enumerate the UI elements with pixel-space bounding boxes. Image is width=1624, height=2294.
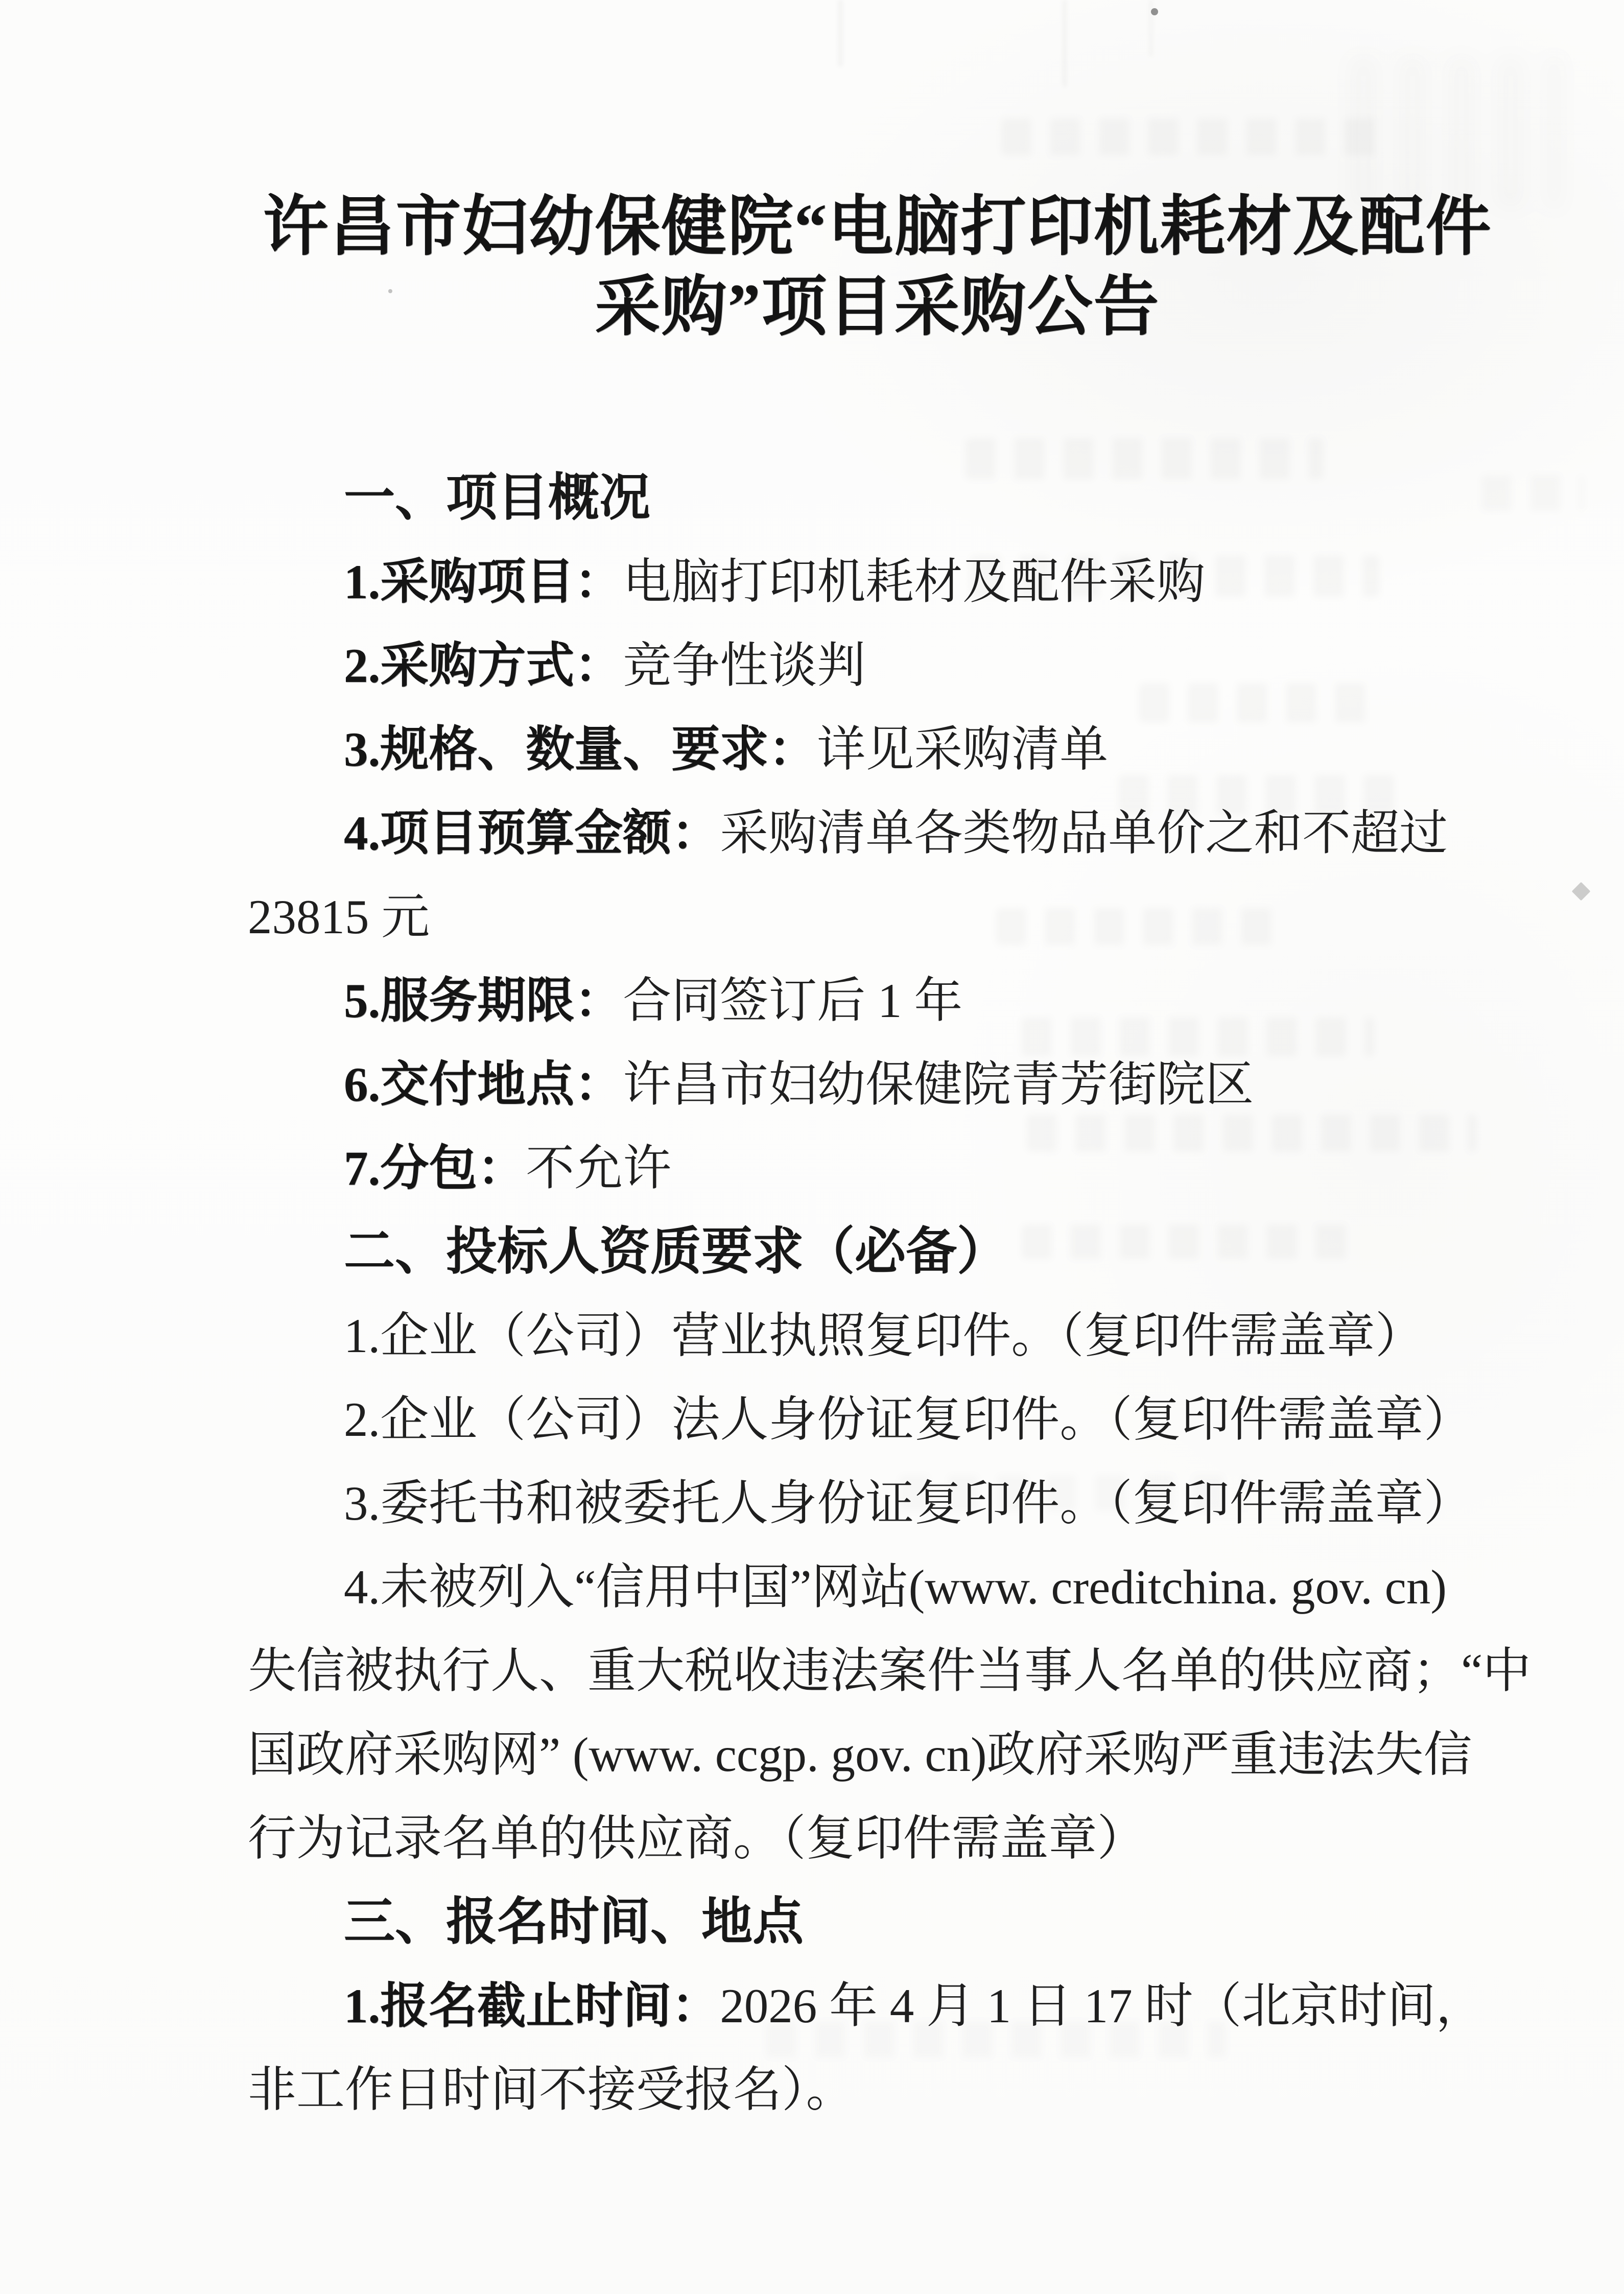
document-body bbox=[248, 456, 1556, 2132]
bleedthrough-artifact bbox=[1349, 56, 1563, 209]
item-value: 合同签订后 1 年 bbox=[623, 974, 963, 1028]
section-heading-registration-time-place bbox=[248, 1880, 1556, 1964]
section-heading-project-overview bbox=[248, 456, 1556, 540]
item-text: 1.企业（公司）营业执照复印件。（复印件需盖章） bbox=[344, 1309, 1424, 1363]
item-label: 5.服务期限： bbox=[344, 974, 623, 1028]
section-heading-text: 一、项目概况 bbox=[344, 469, 650, 526]
item-delivery-location bbox=[248, 1043, 1556, 1126]
item-label: 7.分包： bbox=[344, 1141, 526, 1195]
item-value: 2026 年 4 月 1 日 17 时（北京时间， bbox=[720, 1979, 1485, 2033]
item-value: 竞争性谈判 bbox=[623, 638, 866, 693]
item-value: 许昌市妇幼保健院青芳街院区 bbox=[623, 1057, 1254, 1111]
continuation-text: 国政府采购网” (www. ccgp. gov. cn)政府采购严重违法失信 bbox=[248, 1728, 1472, 1782]
item-registration-deadline-continuation bbox=[248, 2048, 1556, 2132]
scan-streak bbox=[1063, 0, 1067, 87]
qualification-item-credit-china-continuation-2 bbox=[248, 1713, 1556, 1796]
bleedthrough-artifact bbox=[1001, 119, 1390, 155]
item-text: 2.企业（公司）法人身份证复印件。（复印件需盖章） bbox=[344, 1392, 1472, 1447]
document-title bbox=[248, 187, 1507, 347]
item-budget-amount bbox=[248, 791, 1556, 875]
item-label: 3.规格、数量、要求： bbox=[344, 722, 817, 776]
item-text: 4.未被列入“信用中国”网站(www. creditchina. gov. cn) bbox=[344, 1560, 1447, 1614]
item-text: 3.委托书和被委托人身份证复印件。（复印件需盖章） bbox=[344, 1476, 1472, 1530]
item-procurement-project bbox=[248, 540, 1556, 624]
scan-speck bbox=[1572, 882, 1591, 901]
scan-speck bbox=[1151, 8, 1158, 15]
item-label: 6.交付地点： bbox=[344, 1057, 623, 1111]
item-procurement-method bbox=[248, 624, 1556, 707]
item-label: 2.采购方式： bbox=[344, 638, 623, 693]
qualification-item-credit-china-continuation-3 bbox=[248, 1796, 1556, 1880]
item-value: 采购清单各类物品单价之和不超过 bbox=[720, 806, 1448, 860]
qualification-item-legal-person-id bbox=[248, 1378, 1556, 1461]
scan-streak bbox=[838, 0, 843, 66]
item-value: 不允许 bbox=[526, 1141, 672, 1195]
document-title-line-1: 许昌市妇幼保健院“电脑打印机耗材及配件 bbox=[263, 191, 1492, 263]
item-service-period bbox=[248, 959, 1556, 1043]
item-subcontracting bbox=[248, 1126, 1556, 1210]
item-label: 4.项目预算金额： bbox=[344, 806, 720, 860]
document-title-line-2: 采购”项目采购公告 bbox=[595, 271, 1160, 343]
qualification-item-authorization-letter bbox=[248, 1461, 1556, 1545]
section-heading-text: 三、报名时间、地点 bbox=[344, 1894, 804, 1950]
scan-streak bbox=[1149, 0, 1152, 56]
item-budget-amount-continuation bbox=[248, 875, 1556, 959]
item-registration-deadline bbox=[248, 1964, 1556, 2048]
item-label: 1.采购项目： bbox=[344, 555, 623, 609]
item-value: 电脑打印机耗材及配件采购 bbox=[623, 555, 1206, 609]
continuation-text: 行为记录名单的供应商。（复印件需盖章） bbox=[248, 1811, 1146, 1865]
item-spec-quantity-requirements bbox=[248, 707, 1556, 791]
item-value: 详见采购清单 bbox=[817, 722, 1109, 776]
qualification-item-credit-china-continuation-1 bbox=[248, 1629, 1556, 1713]
section-heading-text: 二、投标人资质要求（必备） bbox=[344, 1223, 1008, 1280]
continuation-text: 23815 元 bbox=[248, 890, 430, 944]
qualification-item-business-license bbox=[248, 1294, 1556, 1378]
qualification-item-credit-china bbox=[248, 1545, 1556, 1629]
continuation-text: 失信被执行人、重大税收违法案件当事人名单的供应商；“中 bbox=[248, 1644, 1532, 1698]
section-heading-bidder-qualifications bbox=[248, 1210, 1556, 1294]
item-label: 1.报名截止时间： bbox=[344, 1979, 720, 2033]
continuation-text: 非工作日时间不接受报名）。 bbox=[248, 2063, 855, 2117]
